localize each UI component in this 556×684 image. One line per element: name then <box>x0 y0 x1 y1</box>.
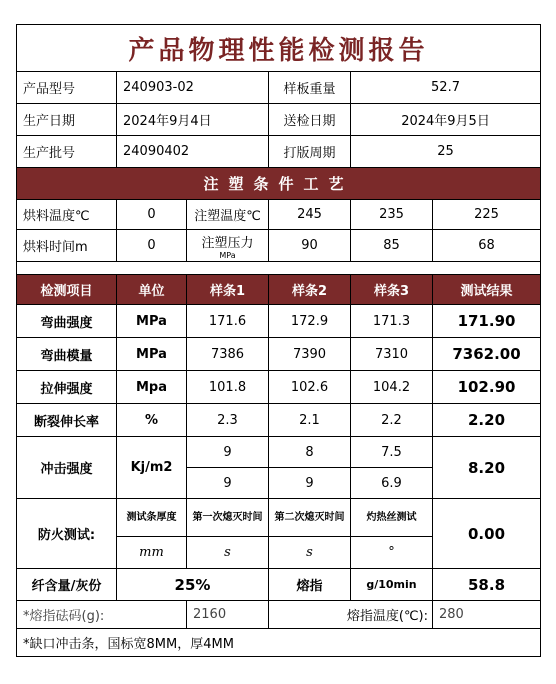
dry-temp-value: 0 <box>117 200 187 230</box>
info-label2: 送检日期 <box>269 104 351 136</box>
fire-col4: 灼热丝测试 <box>351 499 433 537</box>
impact-row <box>17 437 541 468</box>
info-label: 生产日期 <box>17 104 117 136</box>
impact-r2-s1: 9 <box>187 468 269 499</box>
inj-temp-3: 225 <box>433 200 541 230</box>
report-title: 产品物理性能检测报告 <box>17 25 541 72</box>
result-item: 弯曲强度 <box>17 305 117 338</box>
result-item: 断裂伸长率 <box>17 404 117 437</box>
inj-pressure-3: 68 <box>433 230 541 262</box>
melt-weight-label: *熔指砝码(g): <box>17 601 187 629</box>
result-value: 102.90 <box>433 371 541 404</box>
impact-result: 8.20 <box>433 437 541 499</box>
impact-r1-s1: 9 <box>187 437 269 468</box>
spacer-row <box>17 262 541 275</box>
header-result: 测试结果 <box>433 275 541 305</box>
melt-temp-label: 熔指温度(℃): <box>269 601 433 629</box>
info-label: 生产批号 <box>17 136 117 168</box>
header-sample2: 样条2 <box>269 275 351 305</box>
dry-time-label: 烘料时间m <box>17 230 117 262</box>
result-unit: % <box>117 404 187 437</box>
melt-temp-value: 280 <box>433 601 541 629</box>
footnote: *缺口冲击条，国标宽8MM，厚4MM <box>17 629 541 657</box>
info-value2: 25 <box>351 136 541 168</box>
info-label: 产品型号 <box>17 72 117 104</box>
fiber-row <box>17 569 541 601</box>
result-s2: 7390 <box>269 338 351 371</box>
fire-col1: 测试条厚度 <box>117 499 187 537</box>
inj-temp-label: 注塑温度℃ <box>187 200 269 230</box>
fire-unit2: s <box>187 537 269 569</box>
fire-col3: 第二次熄灭时间 <box>269 499 351 537</box>
table-row <box>17 338 541 371</box>
result-s1: 101.8 <box>187 371 269 404</box>
result-s1: 7386 <box>187 338 269 371</box>
result-s3: 2.2 <box>351 404 433 437</box>
result-unit: Mpa <box>117 371 187 404</box>
melt-weight-row <box>17 601 541 629</box>
impact-r1-s3: 7.5 <box>351 437 433 468</box>
info-value: 24090402 <box>117 136 269 168</box>
result-item: 拉伸强度 <box>17 371 117 404</box>
process-row <box>17 200 541 230</box>
inj-pressure-cell <box>187 230 269 262</box>
result-s3: 171.3 <box>351 305 433 338</box>
header-item: 检测项目 <box>17 275 117 305</box>
table-row <box>17 371 541 404</box>
result-unit: MPa <box>117 338 187 371</box>
fire-item: 防火测试: <box>17 499 117 569</box>
info-value: 240903-02 <box>117 72 269 104</box>
header-sample3: 样条3 <box>351 275 433 305</box>
impact-r1-s2: 8 <box>269 437 351 468</box>
info-row <box>17 136 541 168</box>
fire-unit4: ° <box>351 537 433 569</box>
result-s1: 2.3 <box>187 404 269 437</box>
fiber-label: 纤含量/灰份 <box>17 569 117 601</box>
fire-unit1: mm <box>117 537 187 569</box>
fire-row <box>17 499 541 537</box>
result-value: 171.90 <box>433 305 541 338</box>
result-value: 2.20 <box>433 404 541 437</box>
info-row <box>17 104 541 136</box>
result-s2: 172.9 <box>269 305 351 338</box>
fire-col2: 第一次熄灭时间 <box>187 499 269 537</box>
result-s3: 104.2 <box>351 371 433 404</box>
process-heading: 注塑条件工艺 <box>17 168 541 200</box>
melt-label: 熔指 <box>269 569 351 601</box>
inj-pressure-unit: MPa <box>219 250 236 260</box>
info-value2: 52.7 <box>351 72 541 104</box>
result-item: 弯曲模量 <box>17 338 117 371</box>
impact-r2-s3: 6.9 <box>351 468 433 499</box>
result-unit: MPa <box>117 305 187 338</box>
info-value: 2024年9月4日 <box>117 104 269 136</box>
process-row <box>17 230 541 262</box>
info-row <box>17 72 541 104</box>
inj-temp-1: 245 <box>269 200 351 230</box>
dry-temp-label: 烘料温度℃ <box>17 200 117 230</box>
info-label2: 打版周期 <box>269 136 351 168</box>
melt-value: 58.8 <box>433 569 541 601</box>
impact-unit: Kj/m2 <box>117 437 187 499</box>
impact-item: 冲击强度 <box>17 437 117 499</box>
table-row <box>17 305 541 338</box>
result-s3: 7310 <box>351 338 433 371</box>
footnote-row <box>17 629 541 657</box>
inj-pressure-label: 注塑压力 <box>201 235 254 251</box>
inj-temp-2: 235 <box>351 200 433 230</box>
result-s2: 102.6 <box>269 371 351 404</box>
result-s1: 171.6 <box>187 305 269 338</box>
dry-time-value: 0 <box>117 230 187 262</box>
fire-unit3: s <box>269 537 351 569</box>
results-header <box>17 275 541 305</box>
report-table <box>16 24 541 657</box>
table-row <box>17 404 541 437</box>
melt-unit: g/10min <box>351 569 433 601</box>
impact-r2-s2: 9 <box>269 468 351 499</box>
inj-pressure-2: 85 <box>351 230 433 262</box>
report-sheet <box>16 24 540 657</box>
info-label2: 样板重量 <box>269 72 351 104</box>
fire-result: 0.00 <box>433 499 541 569</box>
info-value2: 2024年9月5日 <box>351 104 541 136</box>
inj-pressure-1: 90 <box>269 230 351 262</box>
fiber-value: 25% <box>117 569 269 601</box>
header-unit: 单位 <box>117 275 187 305</box>
result-s2: 2.1 <box>269 404 351 437</box>
result-value: 7362.00 <box>433 338 541 371</box>
header-sample1: 样条1 <box>187 275 269 305</box>
melt-weight-value: 2160 <box>187 601 269 629</box>
